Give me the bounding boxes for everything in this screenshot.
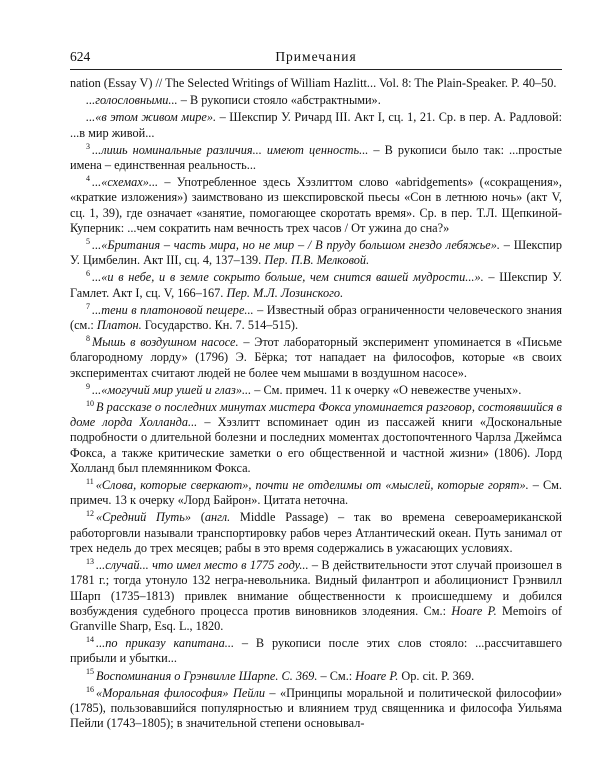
note-12-number: 12 [86,509,94,519]
note-12-lang: англ. [204,510,231,525]
note-8-text: – Этот лабораторный эксперимент упоминается в «Письме благородному лорду» (1796) Э. Бёрка; тот нападает на философов, которые «в своих экспериментах считают людей не более чем мышами в воздушном насосе». [70,335,562,380]
note-5-translator: Пер. П.В. Мелковой. [264,253,370,268]
note-15-text-2: Op. cit. P. 369. [398,668,475,683]
note-12 [70,510,562,556]
note-12-text: ( [190,510,205,525]
note-13-quote: ...случай... что имел место в 1775 году... [96,558,309,573]
note-16-quote: «Моральная философия» Пейли [96,685,265,700]
note-2-quote: ...«в этом живом мире». [86,110,217,125]
note-13-number: 13 [86,557,94,566]
note-6-number: 6 [86,269,90,279]
note-14-number: 14 [86,635,94,645]
note-7-number: 7 [86,301,90,311]
note-6 [70,270,562,300]
note-8-number: 8 [86,334,90,344]
note-5-quote: ...«Британия – часть мира, но не мир – / В пруду большом гнездо лебяжье». [92,238,500,253]
note-10-text: – Хэзлитт вспоминает один из пассажей книги «Доскональные подробности о длительной болезни и последних моментах достопочтенного Чарлза Джеймса Фокса, а также критические заметки о его общественной и частной жизни» (1806). Лорд Холланд был племянником Фокса. [70,415,562,475]
note-6-quote: ...«и в небе, и в земле сокрыто больше, чем снится вашей мудрости...». [92,270,484,285]
note-6-translator: Пер. М.Л. Лозинского. [226,285,344,300]
note-16-number: 16 [86,684,94,694]
note-2 [70,110,562,140]
note-9-number: 9 [86,381,90,391]
note-5-number: 5 [86,236,90,246]
note-14-text: – В рукописи после этих слов стояло: ...рассчитавшего прибыли и убытки... [70,636,562,666]
note-7 [70,303,562,333]
running-header [70,47,562,70]
note-5 [70,238,562,268]
note-6-text: – Шекспир У. Гамлет. Акт I, сц. V, 166–167. [70,270,562,300]
note-15-number: 15 [86,667,94,677]
note-4 [70,175,562,236]
note-13 [70,558,562,634]
note-9-text: – См. примеч. 11 к очерку «О невежестве ученых». [251,382,522,397]
note-5-text: – Шекспир У. Цимбелин. Акт III, сц. 4, 137–139. [70,238,562,268]
note-10 [70,400,562,476]
note-15-author: Hoare P. [355,668,399,683]
note-11 [70,478,562,508]
page-number: 624 [70,49,91,64]
note-3 [70,143,562,173]
note-3-quote: ...лишь номинальные различия... имеют ценность... [92,142,369,157]
note-3-number: 3 [86,141,90,151]
note-8 [70,335,562,381]
note-13-author: Hoare P. [451,603,497,618]
note-12-quote: «Средний Путь» [96,510,191,525]
note-1-quote: ...голословными... [86,93,178,108]
note-4-number: 4 [86,174,90,184]
note-9-quote: ...«могучий мир ушей и глаз»... [92,382,252,397]
note-7-text-2: Государство. Кн. 7. 514–515). [141,318,299,333]
note-4-quote: ...«схемах»... [92,175,159,190]
note-16-text: – «Принципы моральной и политической философии» (1785), пользовавшийся популярностью и влиянием труд священника и философа Уильяма Пейли (1743–1805); в значительной степени основывал- [70,685,562,731]
note-14-quote: ...по приказу капитана... [96,636,235,651]
note-2-text: – Шекспир У. Ричард III. Акт I, сц. 1, 21. Ср. в пер. А. Радловой: ...в мир живой... [70,110,562,140]
note-13-text: – В действительности этот случай произошел в 1781 г.; тогда утонуло 132 негра-невольника. Видный филантроп и аболиционист Грэнвилл Шарп (1735–1813) привлек внимание общественности к происшедшему и добился возбуждения судебного процесса против виновников злодеяния. См.: [70,558,562,618]
note-16 [70,686,562,732]
note-10-quote: В рассказе о последних минутах мистера Фокса упоминается разговор, состоявшийся в доме лорда Холланда... [70,400,562,430]
note-15-text: – См.: [317,668,356,683]
notes-body [70,76,562,733]
note-14 [70,636,562,666]
note-continuation: nation (Essay V) // The Selected Writings of William Hazlitt... Vol. 8: The Plain-Speaker. P. 40–50. [70,76,557,90]
note-7-text: – Известный образ ограниченности человеческого знания (см.: [70,302,562,333]
note-7-quote: ...тени в платоновой пещере... [92,302,254,317]
note-7-author: Платон. [96,318,142,333]
note-15 [70,669,562,684]
note-1 [70,93,562,108]
note-11-quote: «Слова, которые сверкают», почти не отделимы от «мыслей, которые горят». [95,478,529,493]
note-9 [70,383,562,398]
running-title: Примечания [275,49,357,64]
note-1-text: – В рукописи стояло «абстрактными». [177,93,381,108]
note-10-number: 10 [86,398,94,408]
note-15-quote: Воспоминания о Грэнвилле Шарпе. С. 369. [96,668,318,683]
note-8-quote: Мышь в воздушном насосе. [92,335,239,350]
note-3-text: – В рукописи было так: ...простые имена – единственная реальность... [70,142,562,173]
note-4-text: – Употребленное здесь Хэзлиттом слово «abridgements» («сокращения», «краткие изложения») заимствовано из шекспировской пьесы «Сон в летнюю ночь» (акт V, сц. 1, 39), где означает «занятие, помогающее скоротать время». Ср. в пер. Т.Л. Щепкиной-Куперник: ...чем сократить нам вечность трех часов / От ужина до сна?» [70,175,562,235]
note-13-text-2: Memoirs of Granville Sharp, Esq. L., 1820. [70,603,562,633]
note-11-text: – См. примеч. 13 к очерку «Лорд Байрон». Цитата неточна. [70,478,563,508]
note-12-text-2: Middle Passage) – так во времена североамериканской работорговли называли транспортировку рабов через Атлантический океан. Путь занимал от трех недель до трех месяцев; рабы в это время содержались в ужасающих условиях. [70,510,562,555]
note-11-number: 11 [86,476,94,486]
